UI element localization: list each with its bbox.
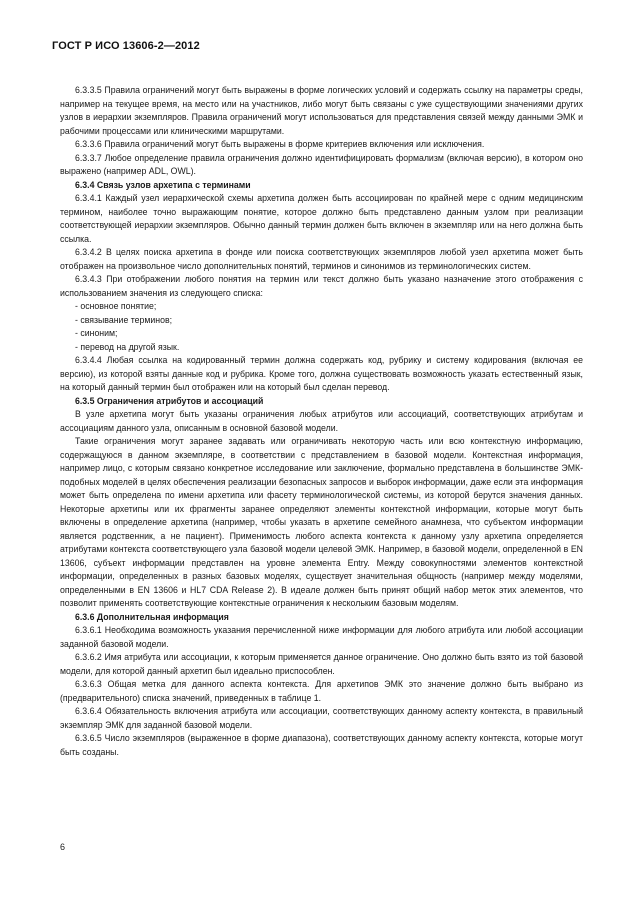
- paragraph-6-3-4-2: 6.3.4.2 В целях поиска архетипа в фонде или поиска соответствующих экземпляров любой узел архетипа может быть отображен на произвольное число дополнительных понятий, терминов и синонимов из терминологических систем.: [60, 247, 583, 271]
- paragraph-6-3-3-7: 6.3.3.7 Любое определение правила ограничения должно идентифицировать формализм (включая версию), в котором оно выражено (например ADL, OWL).: [60, 152, 583, 176]
- list-item: - связывание терминов;: [75, 314, 173, 325]
- list-item: - основное понятие;: [75, 301, 157, 311]
- paragraph-6-3-3-5: 6.3.3.5 Правила ограничений могут быть выражены в форме логических условий и содержать ссылку на параметры среды, например на текущее время, на место или на участников, либо могут быть связаны с уже существующими значениями других узлов в иерархии экземпляров. Правила ограничений могут использоваться для представления связей между данными ЭМК и рабочими процессами или клиническими маршрутами.: [60, 85, 583, 136]
- page-number: 6: [60, 842, 66, 852]
- paragraph-6-3-5-intro: В узле архетипа могут быть указаны ограничения любых атрибутов или ассоциаций, соответствующих атрибутам и ассоциациям данного узла, описанным в основной базовой модели.: [60, 409, 583, 433]
- paragraph-6-3-6-3: 6.3.6.3 Общая метка для данного аспекта контекста. Для архетипов ЭМК это значение должно быть выбрано из (предварительного) списка значений, приведенных в таблице 1.: [60, 679, 583, 703]
- paragraph-6-3-4-1: 6.3.4.1 Каждый узел иерархической схемы архетипа должен быть ассоциирован по крайней мере с одним медицинским термином, наиболее точно выражающим понятие, которое должно быть представлено данным узлом при реализации соответствующей иерархии экземпляров. Обычно данный термин должен быть включен в экземпляр или на него должна быть ссылка.: [60, 193, 583, 244]
- section-heading-6-3-6: 6.3.6 Дополнительная информация: [75, 611, 229, 622]
- paragraph-6-3-3-6: 6.3.3.6 Правила ограничений могут быть выражены в форме критериев включения или исключения.: [75, 139, 485, 149]
- paragraph-6-3-6-5: 6.3.6.5 Число экземпляров (выраженное в форме диапазона), соответствующих данному аспекту контекста, которые могут быть созданы.: [60, 733, 583, 757]
- body-text: [60, 84, 583, 759]
- list-item: - перевод на другой язык.: [75, 341, 180, 352]
- section-heading-6-3-5: 6.3.5 Ограничения атрибутов и ассоциаций: [75, 395, 264, 406]
- paragraph-6-3-6-1: 6.3.6.1 Необходима возможность указания перечисленной ниже информации для любого атрибута или любой ассоциации заданной базовой модели.: [60, 625, 583, 649]
- paragraph-6-3-4-3: 6.3.4.3 При отображении любого понятия на термин или текст должно быть указано назначение этого отображения с использованием значения из следующего списка:: [60, 274, 583, 298]
- page-header-title: ГОСТ Р ИСО 13606-2—2012: [52, 40, 200, 52]
- list-item: - синоним;: [75, 328, 118, 338]
- paragraph-6-3-6-4: 6.3.6.4 Обязательность включения атрибута или ассоциации, соответствующих данному аспекту контекста, в правильный экземпляр ЭМК для заданной базовой модели.: [60, 706, 583, 730]
- paragraph-6-3-6-2: 6.3.6.2 Имя атрибута или ассоциации, к которым применяется данное ограничение. Оно должно быть взято из той базовой модели, для которой данный архетип был идеально приспособлен.: [60, 652, 583, 676]
- section-heading-6-3-4: 6.3.4 Связь узлов архетипа с терминами: [75, 179, 251, 190]
- paragraph-6-3-4-4: 6.3.4.4 Любая ссылка на кодированный термин должна содержать код, рубрику и систему кодирования (включая ее версию), из которой взяты данные код и рубрика. Кроме того, должна существовать возможность указать естественный язык, на который данный термин был отображен или на который был сделан перевод.: [60, 355, 583, 392]
- paragraph-6-3-5-context: Такие ограничения могут заранее задавать или ограничивать некоторую часть или всю контекстную информацию, содержащуюся в данном экземпляре, в соответствии с представлением в базовой модели. Контекстная информация, например лицо, с которым связано конкретное исследование или заключение, формально представлена в большинстве ЭМК-подобных моделей в целях обеспечения реализации безопасных запросов и выборок информации, даже если эта информация может быть определена по имени архетипа или фасету терминологической системы, из которой берутся значения данных. Некоторые архетипы или их фрагменты заранее определяют элементы контекстной информации, которые могут быть включены в определение архетипа (например, чтобы указать в архетипе семейного анамнеза, что субъектом информации является родственник, а не пациент). Применимость любого аспекта контекста к данному узлу архетипа определяется атрибутами контекста соответствующего узла базовой модели целевой ЭМК. Например, в базовой модели, определенной в EN 13606, субъект информации представлен на уровне элемента Entry. Между совокупностями элементов контекстной информации, определенных в разных базовых моделях, существует значительная общность (например между моделями, определенными в EN 13606 и HL7 CDA Release 2). В идеале должен быть принят общий набор меток этих элементов, что позволит применять соответствующие контекстные ограничения к нескольким базовым моделям.: [60, 436, 583, 608]
